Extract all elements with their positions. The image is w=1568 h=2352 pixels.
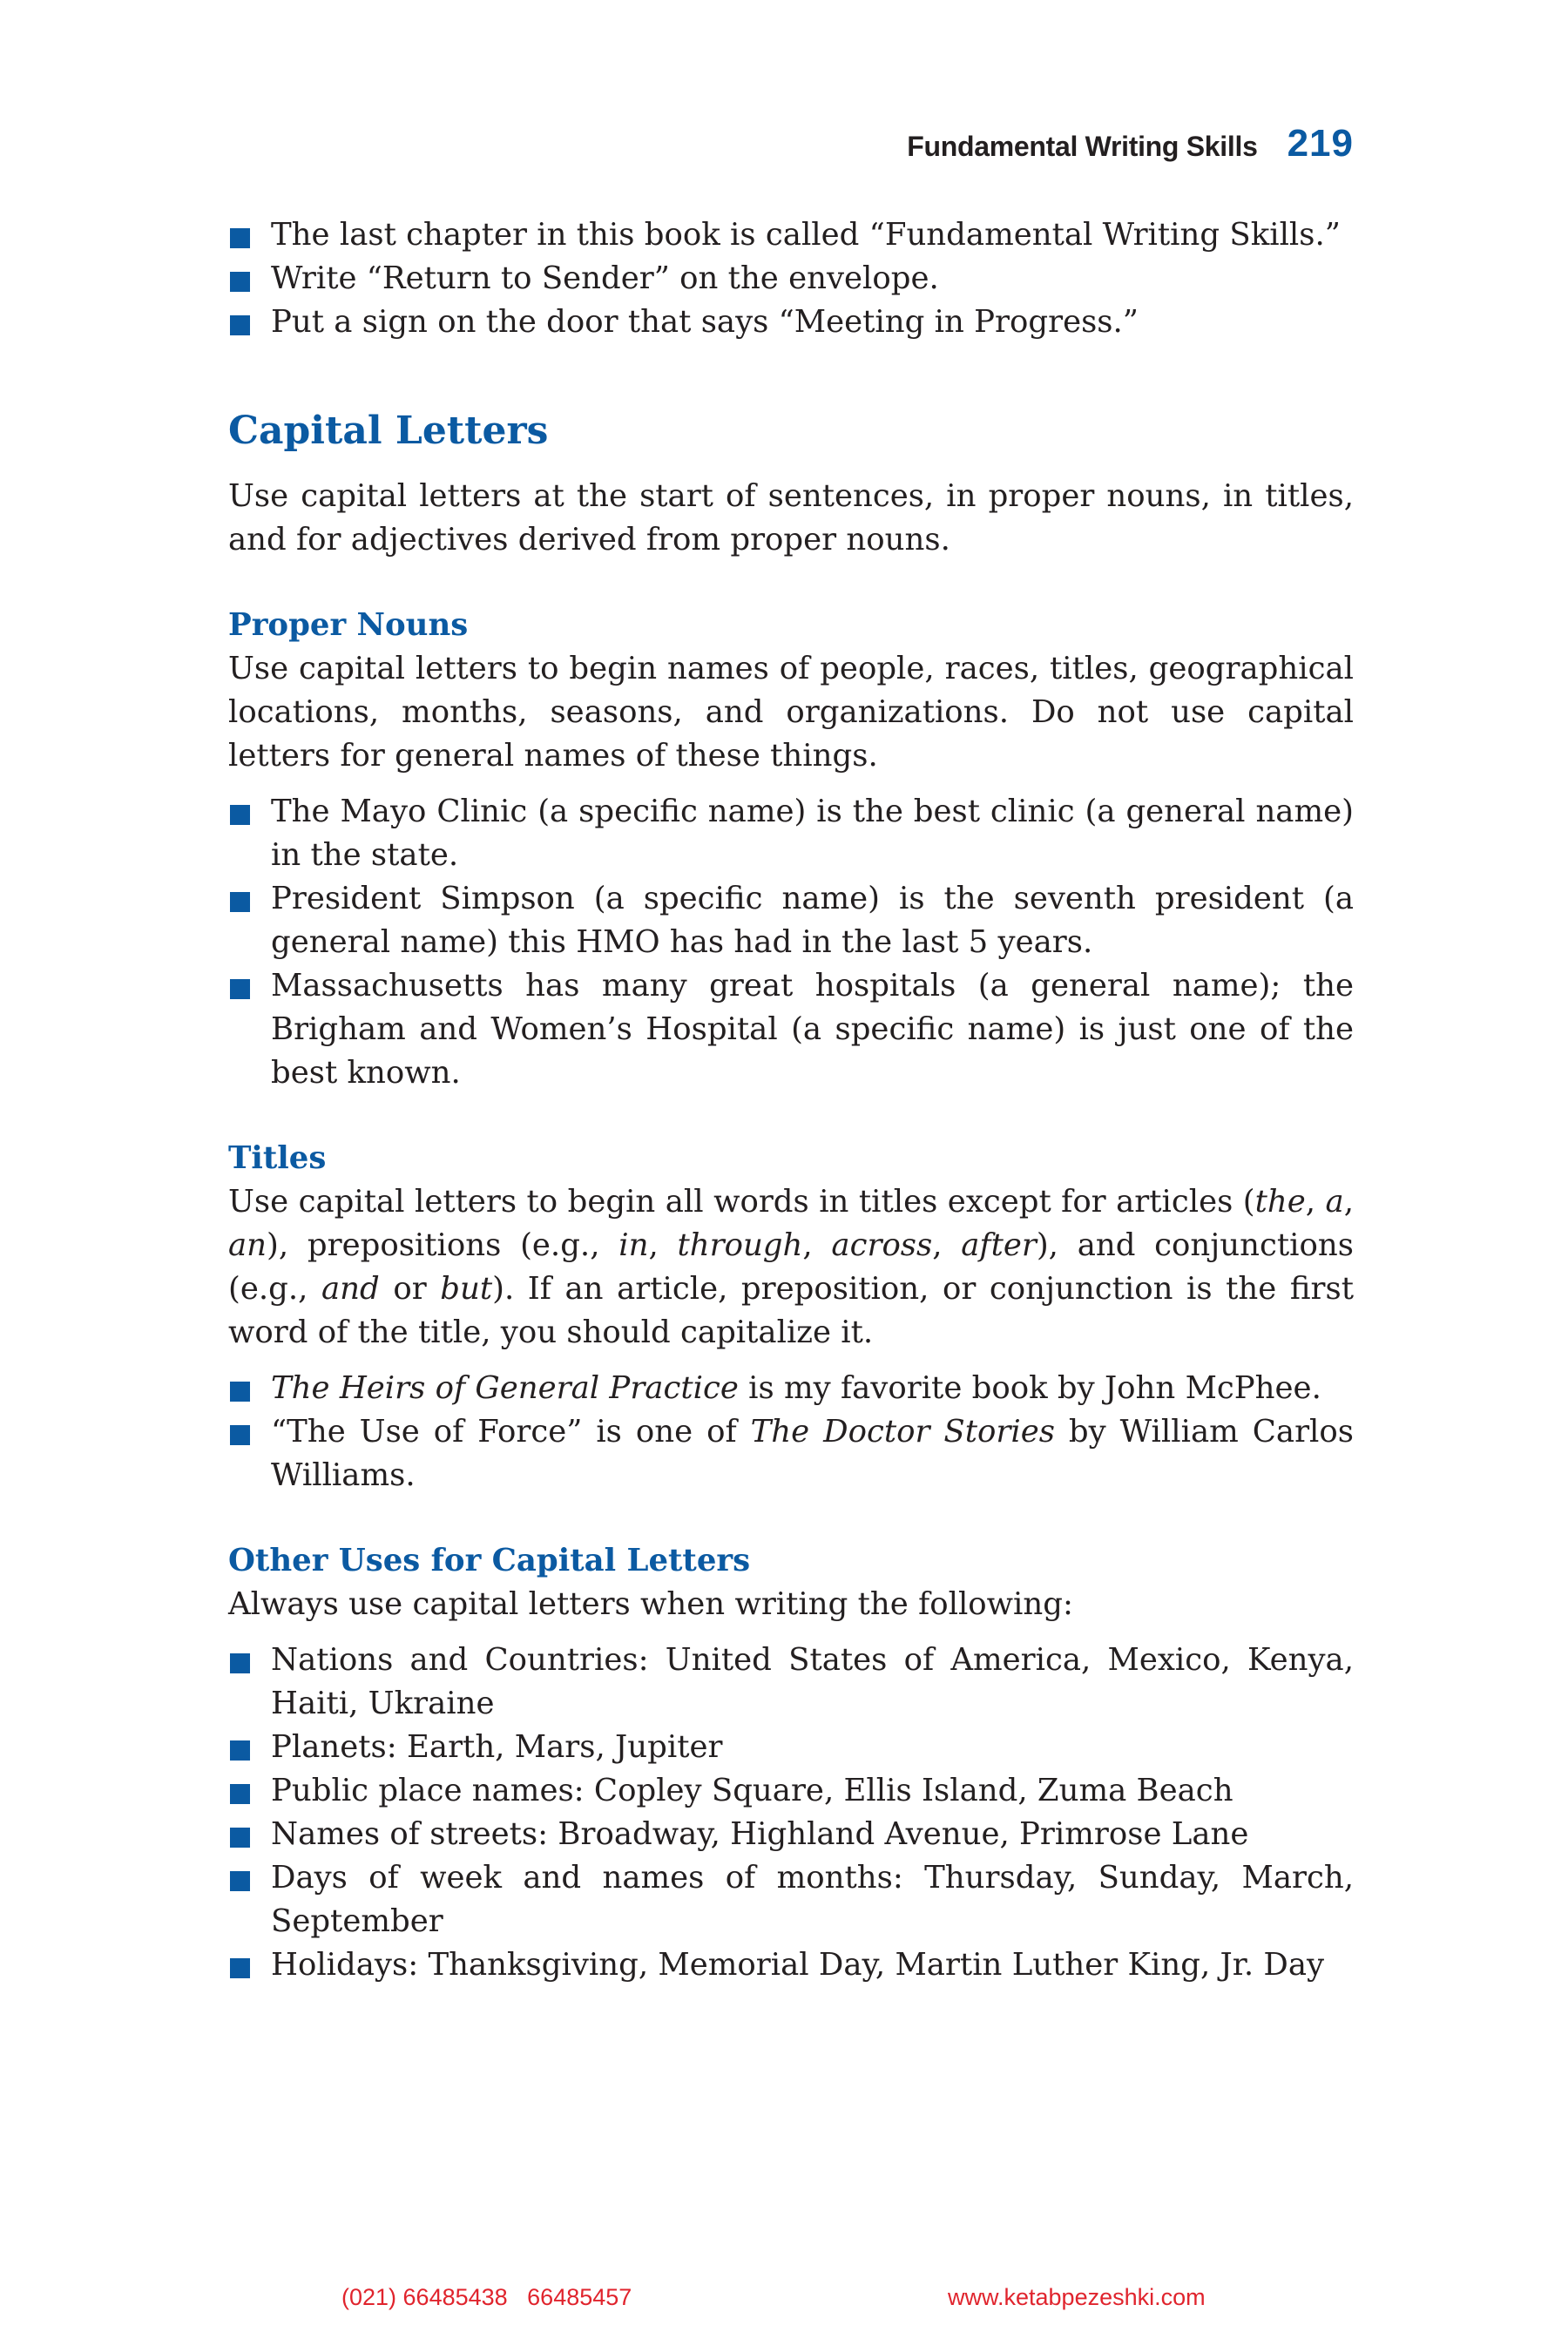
square-bullet-icon — [230, 892, 250, 912]
footer-url[interactable]: www.ketabpezeshki.com — [948, 2284, 1206, 2310]
square-bullet-icon — [230, 1958, 250, 1978]
list-item: Planets: Earth, Mars, Jupiter — [228, 1726, 1354, 1769]
square-bullet-icon — [230, 1828, 250, 1848]
list-item: Names of streets: Broadway, Highland Avenue, Primrose Lane — [228, 1813, 1354, 1856]
running-title: Fundamental Writing Skills — [907, 131, 1258, 162]
square-bullet-icon — [230, 1382, 250, 1402]
proper-nouns-text: Use capital letters to begin names of people, races, titles, geographical locations, months, seasons, and organizations. Do not use capital letters for general names of these things. — [228, 651, 1354, 774]
square-bullet-icon — [230, 315, 250, 335]
page-number: 219 — [1287, 122, 1354, 165]
footer-phone: (021) 66485438 66485457 — [341, 2284, 632, 2310]
subsection-heading-titles: Titles — [228, 1140, 327, 1176]
titles-text: Use capital letters to begin all words in titles except for articles (the, a, an), prepositions (e.g., in, through, across, after), and conjunctions (e.g., and or but). If an article, preposition, or conjunction is the first word of the title, you should capitalize it. — [228, 1184, 1354, 1350]
subsection-heading-proper-nouns: Proper Nouns — [228, 607, 469, 643]
list-item: The Heirs of General Practice is my favorite book by John McPhee. — [228, 1367, 1354, 1410]
titles-bullet-list — [228, 1367, 1354, 1497]
list-item: Days of week and names of months: Thursday, Sunday, March, September — [228, 1856, 1354, 1943]
square-bullet-icon — [230, 228, 250, 248]
list-item: Holidays: Thanksgiving, Memorial Day, Martin Luther King, Jr. Day — [228, 1943, 1354, 1987]
list-item: Massachusetts has many great hospitals (a general name); the Brigham and Women’s Hospital (a specific name) is just one of the best known. — [228, 964, 1354, 1095]
square-bullet-icon — [230, 1425, 250, 1445]
list-item: Put a sign on the door that says “Meeting in Progress.” — [228, 301, 1354, 344]
page-content — [228, 213, 1354, 1987]
square-bullet-icon — [230, 1871, 250, 1891]
page-footer — [0, 2284, 1568, 2319]
proper-nouns-bullet-list — [228, 790, 1354, 1095]
square-bullet-icon — [230, 272, 250, 292]
list-item: Write “Return to Sender” on the envelope. — [228, 257, 1354, 301]
running-head — [907, 122, 1354, 166]
square-bullet-icon — [230, 1653, 250, 1673]
intro-bullet-list — [228, 213, 1354, 344]
subsection-heading-other-uses: Other Uses for Capital Letters — [228, 1543, 751, 1578]
list-item: Nations and Countries: United States of America, Mexico, Kenya, Haiti, Ukraine — [228, 1639, 1354, 1726]
list-item: Public place names: Copley Square, Ellis Island, Zuma Beach — [228, 1769, 1354, 1813]
section-intro: Use capital letters at the start of sentences, in proper nouns, in titles, and for adjectives derived from proper nouns. — [228, 478, 1354, 558]
other-uses-bullet-list — [228, 1639, 1354, 1987]
section-title: Capital Letters — [228, 409, 549, 453]
square-bullet-icon — [230, 1740, 250, 1761]
list-item: The Mayo Clinic (a specific name) is the best clinic (a general name) in the state. — [228, 790, 1354, 877]
list-item: President Simpson (a specific name) is the seventh president (a general name) this HMO has had in the last 5 years. — [228, 877, 1354, 964]
book-page — [228, 0, 1354, 2352]
square-bullet-icon — [230, 979, 250, 999]
list-item: “The Use of Force” is one of The Doctor Stories by William Carlos Williams. — [228, 1410, 1354, 1497]
square-bullet-icon — [230, 805, 250, 825]
other-uses-text: Always use capital letters when writing the following: — [228, 1586, 1073, 1622]
square-bullet-icon — [230, 1784, 250, 1804]
list-item: The last chapter in this book is called “Fundamental Writing Skills.” — [228, 213, 1354, 257]
